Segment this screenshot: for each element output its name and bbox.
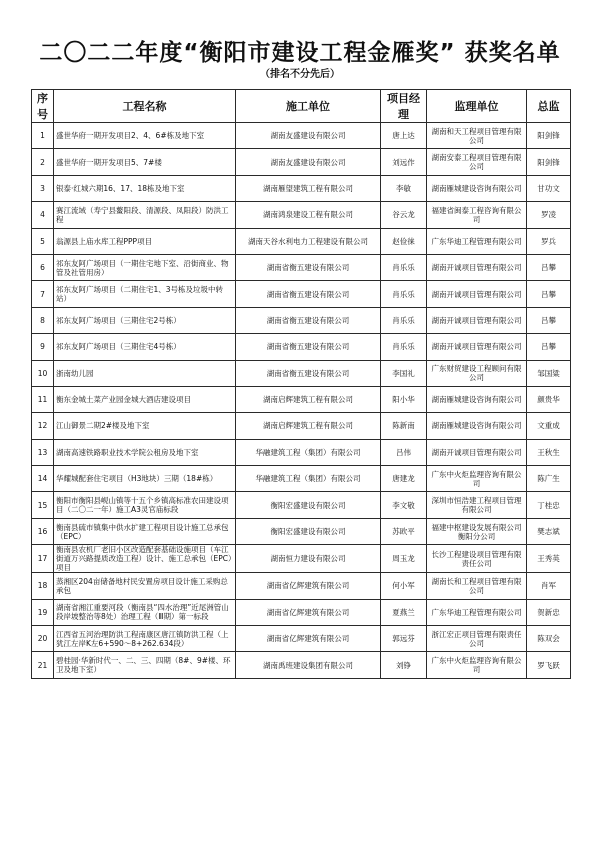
table-row bbox=[32, 360, 571, 386]
cell-project-name: 碧桂园·华新时代一、二、三、四期（8#、9#楼、环卫及地下室） bbox=[54, 652, 236, 678]
cell-project-name: 浙南幼儿园 bbox=[54, 360, 236, 386]
cell-number: 21 bbox=[32, 652, 54, 678]
cell-project-manager: 肖乐乐 bbox=[381, 254, 427, 280]
page-subtitle: （排名不分先后） bbox=[260, 69, 340, 80]
table-row bbox=[32, 386, 571, 412]
cell-project-name: 祁东友阿广场项目（二期住宅1、3号栋及垃圾中转站） bbox=[54, 281, 236, 307]
cell-contractor: 华融建筑工程（集团）有限公司 bbox=[236, 439, 381, 465]
cell-chief-supervisor: 颜贵华 bbox=[527, 386, 571, 412]
cell-contractor: 湖南天谷水利电力工程建设有限公司 bbox=[236, 228, 381, 254]
cell-contractor: 湖南鸿泉建设工程有限公司 bbox=[236, 202, 381, 228]
cell-project-manager: 李敏 bbox=[381, 175, 427, 201]
table-row bbox=[32, 175, 571, 201]
cell-contractor: 华融建筑工程（集团）有限公司 bbox=[236, 466, 381, 492]
cell-project-manager: 陈新南 bbox=[381, 413, 427, 439]
cell-number: 8 bbox=[32, 307, 54, 333]
cell-supervision-unit: 浙江宏正项目管理有限责任公司 bbox=[427, 626, 527, 652]
table-row bbox=[32, 626, 571, 652]
cell-chief-supervisor: 樊志斌 bbox=[527, 518, 571, 544]
table-row bbox=[32, 492, 571, 518]
cell-supervision-unit: 广东财贸建设工程顾问有限公司 bbox=[427, 360, 527, 386]
cell-project-name: 盛世华府一期开发项目5、7#楼 bbox=[54, 149, 236, 175]
cell-chief-supervisor: 肖军 bbox=[527, 573, 571, 599]
cell-project-name: 盛世华府一期开发项目2、4、6#栋及地下室 bbox=[54, 123, 236, 149]
cell-contractor: 湖南省衡五建设有限公司 bbox=[236, 334, 381, 360]
cell-project-manager: 刘远作 bbox=[381, 149, 427, 175]
cell-supervision-unit: 湖南雁城建设咨询有限公司 bbox=[427, 413, 527, 439]
cell-chief-supervisor: 罗兵 bbox=[527, 228, 571, 254]
cell-project-manager: 苏欧平 bbox=[381, 518, 427, 544]
cell-supervision-unit: 广东华迪工程管理有限公司 bbox=[427, 228, 527, 254]
table-row bbox=[32, 228, 571, 254]
cell-supervision-unit: 广东中火炬监理咨询有限公司 bbox=[427, 652, 527, 678]
cell-supervision-unit: 湖南开诚项目管理有限公司 bbox=[427, 281, 527, 307]
cell-chief-supervisor: 文重成 bbox=[527, 413, 571, 439]
cell-supervision-unit: 广东中火炬监理咨询有限公司 bbox=[427, 466, 527, 492]
table-row bbox=[32, 307, 571, 333]
cell-contractor: 湖南省衡五建设有限公司 bbox=[236, 254, 381, 280]
cell-chief-supervisor: 贺新忠 bbox=[527, 599, 571, 625]
cell-project-name: 祁东友阿广场项目（三期住宅4号栋） bbox=[54, 334, 236, 360]
table-row bbox=[32, 413, 571, 439]
cell-chief-supervisor: 阳剑锋 bbox=[527, 149, 571, 175]
cell-supervision-unit: 湖南开诚项目管理有限公司 bbox=[427, 334, 527, 360]
cell-chief-supervisor: 吕攀 bbox=[527, 334, 571, 360]
cell-chief-supervisor: 甘功文 bbox=[527, 175, 571, 201]
cell-chief-supervisor: 罗凌 bbox=[527, 202, 571, 228]
column-header-director: 总监 bbox=[527, 90, 571, 123]
cell-chief-supervisor: 王秀英 bbox=[527, 545, 571, 573]
cell-number: 1 bbox=[32, 123, 54, 149]
cell-contractor: 湖南省衡五建设有限公司 bbox=[236, 307, 381, 333]
cell-chief-supervisor: 邹国粱 bbox=[527, 360, 571, 386]
cell-contractor: 湖南友盛建设有限公司 bbox=[236, 149, 381, 175]
cell-number: 6 bbox=[32, 254, 54, 280]
cell-contractor: 湖南友盛建设有限公司 bbox=[236, 123, 381, 149]
cell-contractor: 湖南禹班建设集团有限公司 bbox=[236, 652, 381, 678]
cell-project-manager: 周玉龙 bbox=[381, 545, 427, 573]
cell-supervision-unit: 广东华迪工程管理有限公司 bbox=[427, 599, 527, 625]
cell-supervision-unit: 福建中枢建设发展有限公司衡阳分公司 bbox=[427, 518, 527, 544]
cell-project-manager: 刘铮 bbox=[381, 652, 427, 678]
cell-number: 20 bbox=[32, 626, 54, 652]
cell-number: 7 bbox=[32, 281, 54, 307]
table-row bbox=[32, 281, 571, 307]
cell-number: 19 bbox=[32, 599, 54, 625]
cell-project-name: 祁东友阿广场项目（一期住宅地下室、沿街商业、物管及社管用房） bbox=[54, 254, 236, 280]
cell-chief-supervisor: 丁桂忠 bbox=[527, 492, 571, 518]
cell-chief-supervisor: 吕攀 bbox=[527, 254, 571, 280]
cell-supervision-unit: 湖南雁城建设咨询有限公司 bbox=[427, 175, 527, 201]
cell-supervision-unit: 湖南开诚项目管理有限公司 bbox=[427, 439, 527, 465]
table-row bbox=[32, 573, 571, 599]
cell-project-manager: 肖乐乐 bbox=[381, 307, 427, 333]
cell-number: 3 bbox=[32, 175, 54, 201]
table-row bbox=[32, 149, 571, 175]
cell-contractor: 湖南启辉建筑工程有限公司 bbox=[236, 386, 381, 412]
cell-project-manager: 肖乐乐 bbox=[381, 334, 427, 360]
table-row bbox=[32, 254, 571, 280]
cell-project-name: 蒸湘区204亩储备地村民安置房项目设计施工采购总承包 bbox=[54, 573, 236, 599]
table-row bbox=[32, 202, 571, 228]
cell-number: 16 bbox=[32, 518, 54, 544]
cell-contractor: 湖南雁望建筑工程有限公司 bbox=[236, 175, 381, 201]
cell-project-name: 湖南高速铁路职业技术学院公租房及地下室 bbox=[54, 439, 236, 465]
cell-project-manager: 吕伟 bbox=[381, 439, 427, 465]
cell-number: 11 bbox=[32, 386, 54, 412]
table-row bbox=[32, 599, 571, 625]
cell-contractor: 湖南启辉建筑工程有限公司 bbox=[236, 413, 381, 439]
cell-project-name: 衡南县硫市镇集中供水扩建工程项目设计施工总承包（EPC） bbox=[54, 518, 236, 544]
table-header-row bbox=[32, 90, 571, 123]
cell-contractor: 湖南省衡五建设有限公司 bbox=[236, 360, 381, 386]
cell-number: 17 bbox=[32, 545, 54, 573]
cell-number: 2 bbox=[32, 149, 54, 175]
cell-project-name: 湖南省湘江重要河段（衡南县“四水治理”近尾洲管山段岸坡整治等8处）治理工程（Ⅲ期）第一标段 bbox=[54, 599, 236, 625]
cell-project-manager: 唐建龙 bbox=[381, 466, 427, 492]
cell-number: 12 bbox=[32, 413, 54, 439]
column-header-contractor: 施工单位 bbox=[236, 90, 381, 123]
cell-contractor: 湖南省衡五建设有限公司 bbox=[236, 281, 381, 307]
cell-chief-supervisor: 阳剑锋 bbox=[527, 123, 571, 149]
cell-project-name: 赛江流域（寿宁县鳌阳段、清源段、凤阳段）防洪工程 bbox=[54, 202, 236, 228]
cell-supervision-unit: 湖南雁城建设咨询有限公司 bbox=[427, 386, 527, 412]
cell-chief-supervisor: 陈双会 bbox=[527, 626, 571, 652]
page-title: 二〇二二年度“衡阳市建设工程金雁奖” 获奖名单 bbox=[39, 40, 561, 66]
column-header-manager: 项目经理 bbox=[381, 90, 427, 123]
cell-contractor: 湖南省亿辉建筑有限公司 bbox=[236, 599, 381, 625]
cell-project-manager: 夏燕兰 bbox=[381, 599, 427, 625]
cell-supervision-unit: 湖南和天工程项目管理有限公司 bbox=[427, 123, 527, 149]
cell-project-manager: 李国礼 bbox=[381, 360, 427, 386]
cell-project-manager: 郭远芬 bbox=[381, 626, 427, 652]
cell-number: 15 bbox=[32, 492, 54, 518]
table-row bbox=[32, 518, 571, 544]
table-row bbox=[32, 334, 571, 360]
table-row bbox=[32, 123, 571, 149]
cell-project-name: 衡东金城土菜产业园金城大酒店建设项目 bbox=[54, 386, 236, 412]
cell-project-name: 银泰·红城六期16、17、18栋及地下室 bbox=[54, 175, 236, 201]
cell-project-manager: 谷云龙 bbox=[381, 202, 427, 228]
cell-project-manager: 赵俭徕 bbox=[381, 228, 427, 254]
cell-chief-supervisor: 罗飞跃 bbox=[527, 652, 571, 678]
cell-project-name: 衡阳市衡阳县岘山镇等十五个乡镇高标准农田建设项目（二〇二一年）施工A3灵官庙标段 bbox=[54, 492, 236, 518]
cell-project-manager: 唐上达 bbox=[381, 123, 427, 149]
table-row bbox=[32, 439, 571, 465]
cell-supervision-unit: 福建省闽泰工程咨询有限公司 bbox=[427, 202, 527, 228]
cell-project-name: 衡南县农机厂老旧小区改造配套基础设施项目（车江街道万兴路提质改造工程）设计、施工总承包（EPC）项目 bbox=[54, 545, 236, 573]
column-header-project: 工程名称 bbox=[54, 90, 236, 123]
cell-project-manager: 阳小华 bbox=[381, 386, 427, 412]
cell-supervision-unit: 长沙工程建设项目管理有限责任公司 bbox=[427, 545, 527, 573]
cell-chief-supervisor: 陈广生 bbox=[527, 466, 571, 492]
cell-project-manager: 李文敬 bbox=[381, 492, 427, 518]
cell-project-manager: 肖乐乐 bbox=[381, 281, 427, 307]
cell-project-manager: 何小军 bbox=[381, 573, 427, 599]
cell-project-name: 华耀城配套住宅项目（H3地块）三期（18#栋） bbox=[54, 466, 236, 492]
cell-contractor: 衡阳宏盛建设有限公司 bbox=[236, 492, 381, 518]
cell-contractor: 湖南省亿辉建筑有限公司 bbox=[236, 573, 381, 599]
cell-number: 9 bbox=[32, 334, 54, 360]
cell-project-name: 江西省五河治理防洪工程南康区唐江镇防洪工程（上犹江左岸K左6+590～8+262.634段） bbox=[54, 626, 236, 652]
cell-number: 13 bbox=[32, 439, 54, 465]
cell-contractor: 湖南恒力建设有限公司 bbox=[236, 545, 381, 573]
cell-supervision-unit: 湖南安泰工程项目管理有限公司 bbox=[427, 149, 527, 175]
cell-supervision-unit: 湖南开诚项目管理有限公司 bbox=[427, 254, 527, 280]
table-row bbox=[32, 652, 571, 678]
award-list-table bbox=[31, 89, 571, 679]
table-row bbox=[32, 466, 571, 492]
cell-number: 5 bbox=[32, 228, 54, 254]
cell-number: 14 bbox=[32, 466, 54, 492]
cell-supervision-unit: 湖南开诚项目管理有限公司 bbox=[427, 307, 527, 333]
cell-number: 10 bbox=[32, 360, 54, 386]
cell-supervision-unit: 深圳市恒浩建工程项目管理有限公司 bbox=[427, 492, 527, 518]
cell-project-name: 江山御景二期2#楼及地下室 bbox=[54, 413, 236, 439]
cell-project-name: 翁源县上庙水库工程PPP项目 bbox=[54, 228, 236, 254]
cell-chief-supervisor: 吕攀 bbox=[527, 281, 571, 307]
cell-supervision-unit: 湖南长和工程项目管理有限公司 bbox=[427, 573, 527, 599]
cell-project-name: 祁东友阿广场项目（三期住宅2号栋） bbox=[54, 307, 236, 333]
cell-chief-supervisor: 吕攀 bbox=[527, 307, 571, 333]
cell-number: 4 bbox=[32, 202, 54, 228]
table-row bbox=[32, 545, 571, 573]
cell-chief-supervisor: 王秋生 bbox=[527, 439, 571, 465]
cell-number: 18 bbox=[32, 573, 54, 599]
column-header-no: 序号 bbox=[32, 90, 54, 123]
cell-contractor: 湖南省亿辉建筑有限公司 bbox=[236, 626, 381, 652]
column-header-supervisor: 监理单位 bbox=[427, 90, 527, 123]
cell-contractor: 衡阳宏盛建设有限公司 bbox=[236, 518, 381, 544]
